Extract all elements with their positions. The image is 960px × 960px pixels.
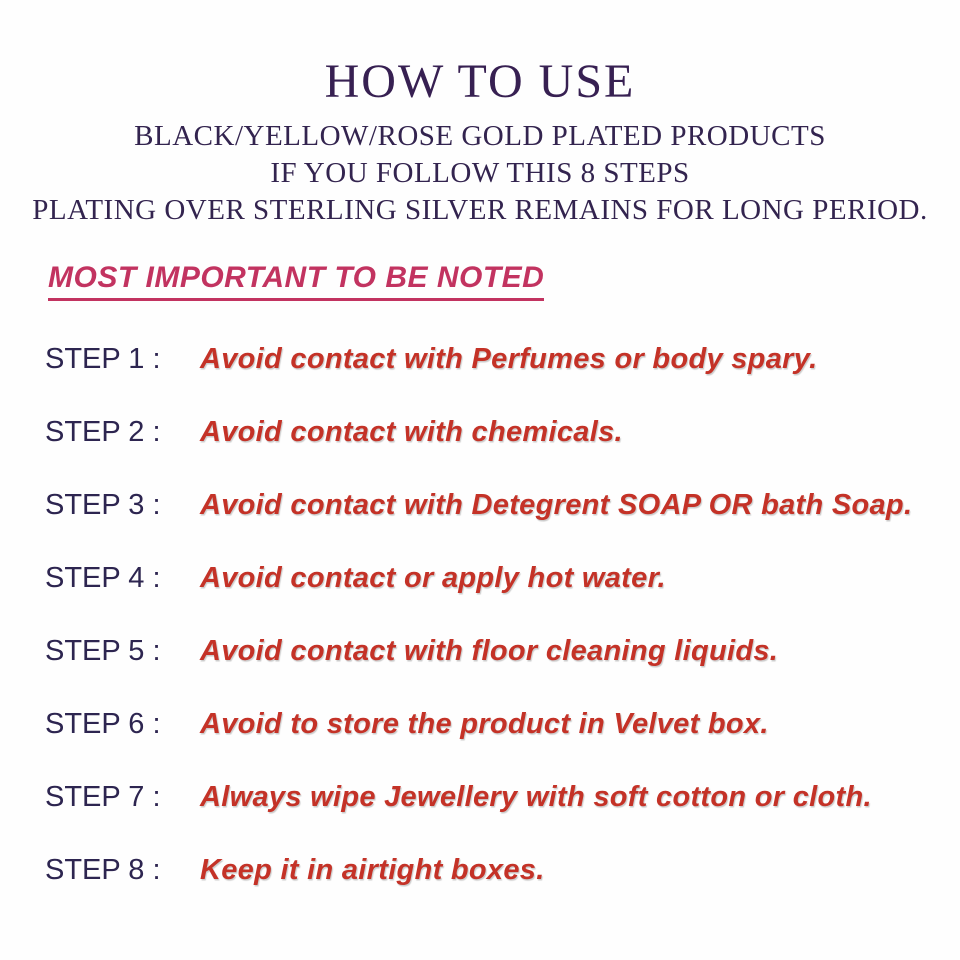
subtitle-line-1: BLACK/YELLOW/ROSE GOLD PLATED PRODUCTS (134, 120, 826, 152)
step-row (45, 706, 960, 742)
subtitle-line-3: PLATING OVER STERLING SILVER REMAINS FOR LONG PERIOD. (32, 194, 928, 226)
step-row (45, 560, 960, 596)
step-label: STEP 8 : (45, 854, 161, 886)
step-row (45, 852, 960, 888)
step-label: STEP 2 : (45, 416, 161, 448)
step-row (45, 414, 960, 450)
step-text: Avoid contact with Detegrent SOAP OR bath Soap. (200, 489, 913, 521)
step-label: STEP 5 : (45, 635, 161, 667)
step-label: STEP 7 : (45, 781, 161, 813)
notice-heading (48, 261, 960, 301)
step-text: Avoid contact or apply hot water. (200, 562, 666, 594)
step-text: Avoid contact with floor cleaning liquids. (200, 635, 779, 667)
step-text: Always wipe Jewellery with soft cotton or cloth. (200, 781, 872, 813)
step-label: STEP 1 : (45, 343, 161, 375)
step-label: STEP 6 : (45, 708, 161, 740)
header (0, 0, 960, 229)
step-row (45, 487, 960, 523)
step-text: Avoid contact with Perfumes or body spary. (200, 343, 818, 375)
step-label: STEP 3 : (45, 489, 161, 521)
page-title: HOW TO USE (324, 55, 636, 108)
step-text: Avoid contact with chemicals. (200, 416, 623, 448)
notice-heading-text: MOST IMPORTANT TO BE NOTED (48, 261, 544, 301)
step-text: Avoid to store the product in Velvet box. (200, 708, 769, 740)
step-row (45, 633, 960, 669)
subtitle-line-2: IF YOU FOLLOW THIS 8 STEPS (270, 157, 690, 189)
step-row (45, 779, 960, 815)
step-label: STEP 4 : (45, 562, 161, 594)
step-row (45, 341, 960, 377)
step-text: Keep it in airtight boxes. (200, 854, 545, 886)
subtitle (0, 118, 960, 229)
steps-list (45, 341, 960, 888)
